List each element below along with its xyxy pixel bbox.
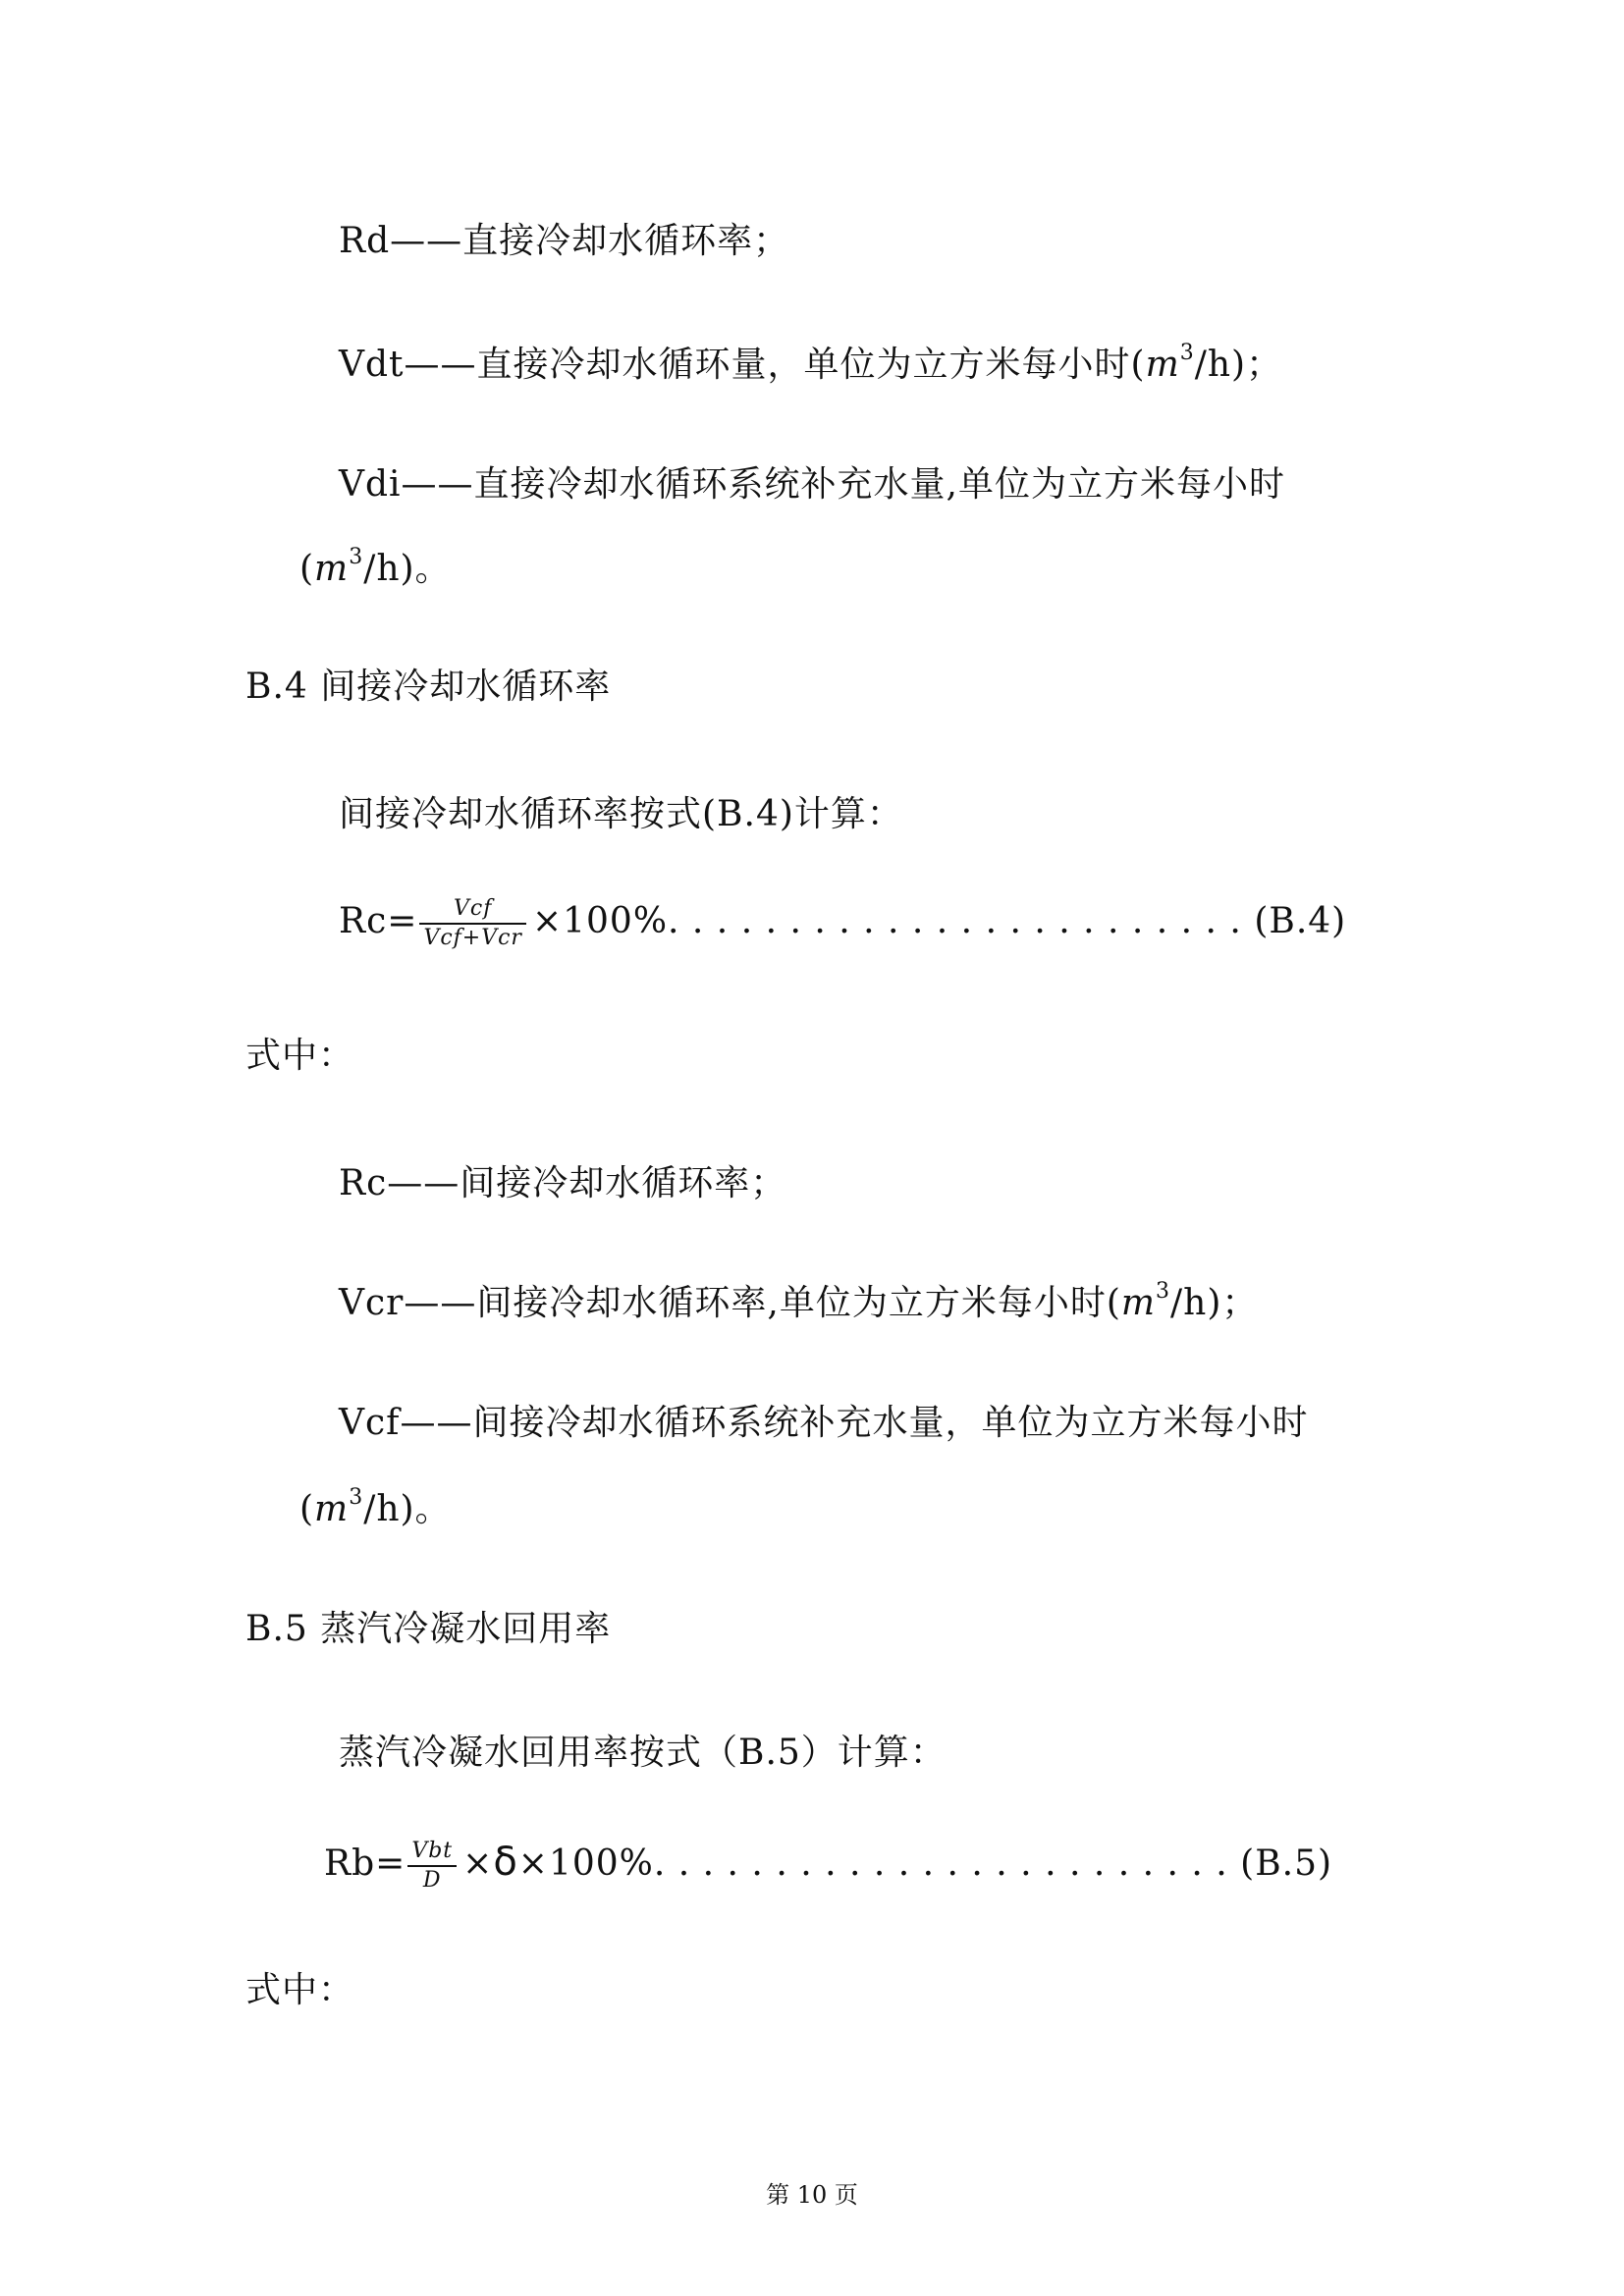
- formula-b4-fraction: [419, 895, 526, 952]
- formula-b5: Rb= $\frac{\text{Vbt}}{D}$ ×δ×100%. . . . . . . . . . . . . . . . . . . . . . . . (B.5): [324, 1839, 1333, 1893]
- formula-b4-numerator: Vcf: [419, 895, 526, 925]
- page-number: 第 10 页: [766, 2181, 858, 2209]
- definition-vdi: Vdi——直接冷却水循环系统补充水量,单位为立方米每小时: [339, 464, 1286, 505]
- b5-intro: 蒸汽冷凝水回用率按式（B.5）计算：: [339, 1733, 947, 1773]
- definition-vdt: Vdt——直接冷却水循环量，单位为立方米每小时$(m^3/h)$；: [339, 341, 1283, 385]
- definition-vcf-continued: $(m^3/h)$。: [299, 1485, 452, 1529]
- definition-vdi-continued: $(m^3/h)$。: [299, 545, 452, 589]
- definition-rc: Rc——间接冷却水循环率；: [339, 1163, 787, 1203]
- formula-b5-fraction: [407, 1838, 457, 1895]
- where-label-b5: 式中：: [245, 1970, 355, 2010]
- formula-b5-denominator: D: [422, 1868, 442, 1893]
- unit-m: m: [1145, 345, 1180, 385]
- formula-b4-denominator: Vcf+Vcr: [423, 926, 522, 950]
- section-heading-b4: B.4 间接冷却水循环率: [245, 667, 612, 707]
- b4-intro: 间接冷却水循环率按式(B.4)计算：: [339, 794, 903, 834]
- section-heading-b5: B.5 蒸汽冷凝水回用率: [245, 1609, 612, 1649]
- formula-b4: Rc= $\frac{\text{Vcf}}{\text{Vcf+Vcr}}$ ×100%. . . . . . . . . . . . . . . . . . . . . . . . (B.4): [339, 896, 1347, 950]
- definition-rd: Rd——直接冷却水循环率；: [339, 221, 790, 261]
- definition-vcr: Vcr——间接冷却水循环率,单位为立方米每小时$(m^3/h)$；: [339, 1279, 1259, 1323]
- formula-b5-numerator: Vbt: [407, 1838, 457, 1867]
- delta-symbol: δ: [493, 1840, 518, 1885]
- unit-exponent: 3: [1179, 341, 1195, 365]
- where-label-b4: 式中：: [245, 1036, 355, 1076]
- definition-vcf: Vcf——间接冷却水循环系统补充水量，单位为立方米每小时: [339, 1403, 1309, 1443]
